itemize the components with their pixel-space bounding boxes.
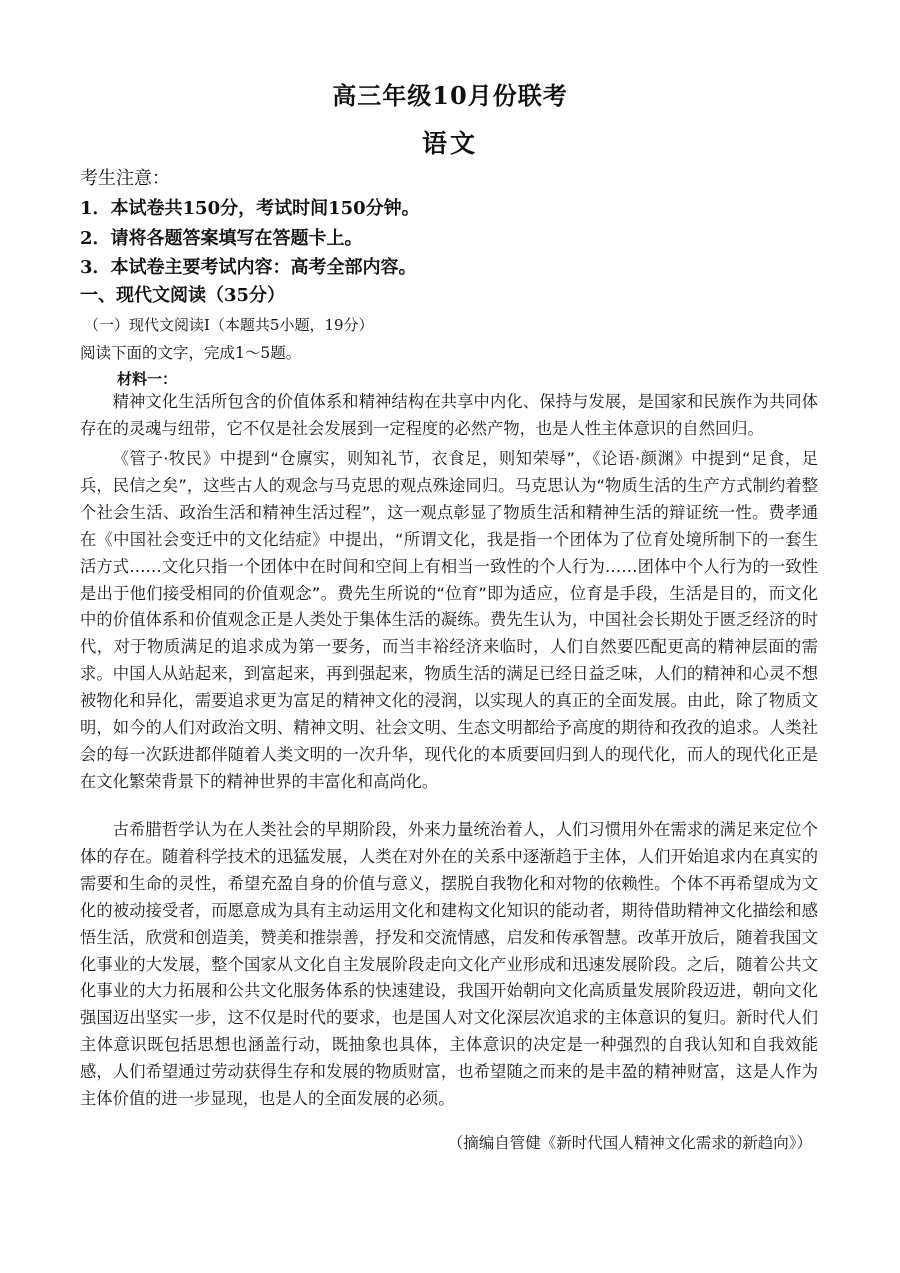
section-title: 一、现代文阅读（35分）	[80, 285, 286, 306]
notice-heading: 考生注意：	[80, 168, 170, 189]
material-paragraph-2: 《管子·牧民》中提到“仓廪实，则知礼节，衣食足，则知荣辱”，《论语·颜渊》中提到“足食，足兵，民信之矣”，这些古人的观念与马克思的观点殊途同归。马克思认为“物质生活的生产方式制约着整个社会生活、政治生活和精神生活过程”，这一观点彰显了物质生活和精神生活的辩证统一性。费孝通在《中国社会变迁中的文化结症》中提出，“所谓文化，我是指一个团体为了位育处境所制下的一套生活方式……文化只指一个团体中在时间和空间上有相当一致性的个人行为……团体中个人行为的一致性是出于他们接受相同的价值观念”。费先生所说的“位育”即为适应，位育是手段，生活是目的，而文化中的价值体系和价值观念正是人类处于集体生活的凝练。费先生认为，中国社会长期处于匮乏经济的时代，对于物质满足的追求成为第一要务，而当丰裕经济来临时，人们自然要匹配更高的精神层面的需求。中国人从站起来，到富起来，再到强起来，物质生活的满足已经日益乏味，人们的精神和心灵不想被物化和异化，需要追求更为富足的精神文化的浸润，以实现人的真正的全面发展。由此，除了物质文明，如今的人们对政治文明、精神文明、社会文明、生态文明都给予高度的期待和孜孜的追求。人类社会的每一次跃进都伴随着人类文明的一次升华，现代化的本质要回归到人的现代化，而人的现代化正是在文化繁荣背景下的精神世界的丰富化和高尚化。	[80, 449, 818, 791]
subject-title: 语文	[421, 129, 478, 158]
subsection-title: （一）现代文阅读Ⅰ（本题共5小题，19分）	[84, 316, 374, 334]
material-label: 材料一：	[117, 370, 178, 388]
material-source: （摘编自管健《新时代国人精神文化需求的新趋向》）	[447, 1134, 812, 1152]
exam-title: 高三年级10月份联考	[332, 81, 568, 110]
notice-item-3: 3．本试卷主要考试内容：高考全部内容。	[80, 257, 417, 278]
material-paragraph-1: 精神文化生活所包含的价值体系和精神结构在共享中内化、保持与发展，是国家和民族作为共同体存在的灵魂与纽带，它不仅是社会发展到一定程度的必然产物，也是人性主体意识的自然回归。	[80, 392, 818, 438]
notice-item-2: 2．请将各题答案填写在答题卡上。	[80, 228, 363, 249]
reading-instruction: 阅读下面的文字，完成1～5题。	[80, 344, 302, 362]
notice-item-1: 1．本试卷共150分，考试时间150分钟。	[80, 198, 420, 219]
material-paragraph-3: 古希腊哲学认为在人类社会的早期阶段，外来力量统治着人，人们习惯用外在需求的满足来定位个体的存在。随着科学技术的迅猛发展，人类在对外在的关系中逐渐趋于主体，人们开始追求内在真实的需要和生命的灵性，希望充盈自身的价值与意义，摆脱自我物化和对物的依赖性。个体不再希望成为文化的被动接受者，而愿意成为具有主动运用文化和建构文化知识的能动者，期待借助精神文化描绘和感悟生活，欣赏和创造美，赞美和推崇善，抒发和交流情感，启发和传承智慧。改革开放后，随着我国文化事业的大发展，整个国家从文化自主发展阶段走向文化产业形成和迅速发展阶段。之后，随着公共文化事业的大力拓展和公共文化服务体系的快速建设，我国开始朝向文化高质量发展阶段迈进，朝向文化强国迈出坚实一步，这不仅是时代的要求，也是国人对文化深层次追求的主体意识的复归。新时代人们主体意识既包括思想也涵盖行动，既抽象也具体，主体意识的决定是一种强烈的自我认知和自我效能感，人们希望通过劳动获得生存和发展的物质财富，也希望随之而来的是丰盈的精神财富，这是人作为主体价值的进一步显现，也是人的全面发展的必须。	[80, 820, 818, 1109]
